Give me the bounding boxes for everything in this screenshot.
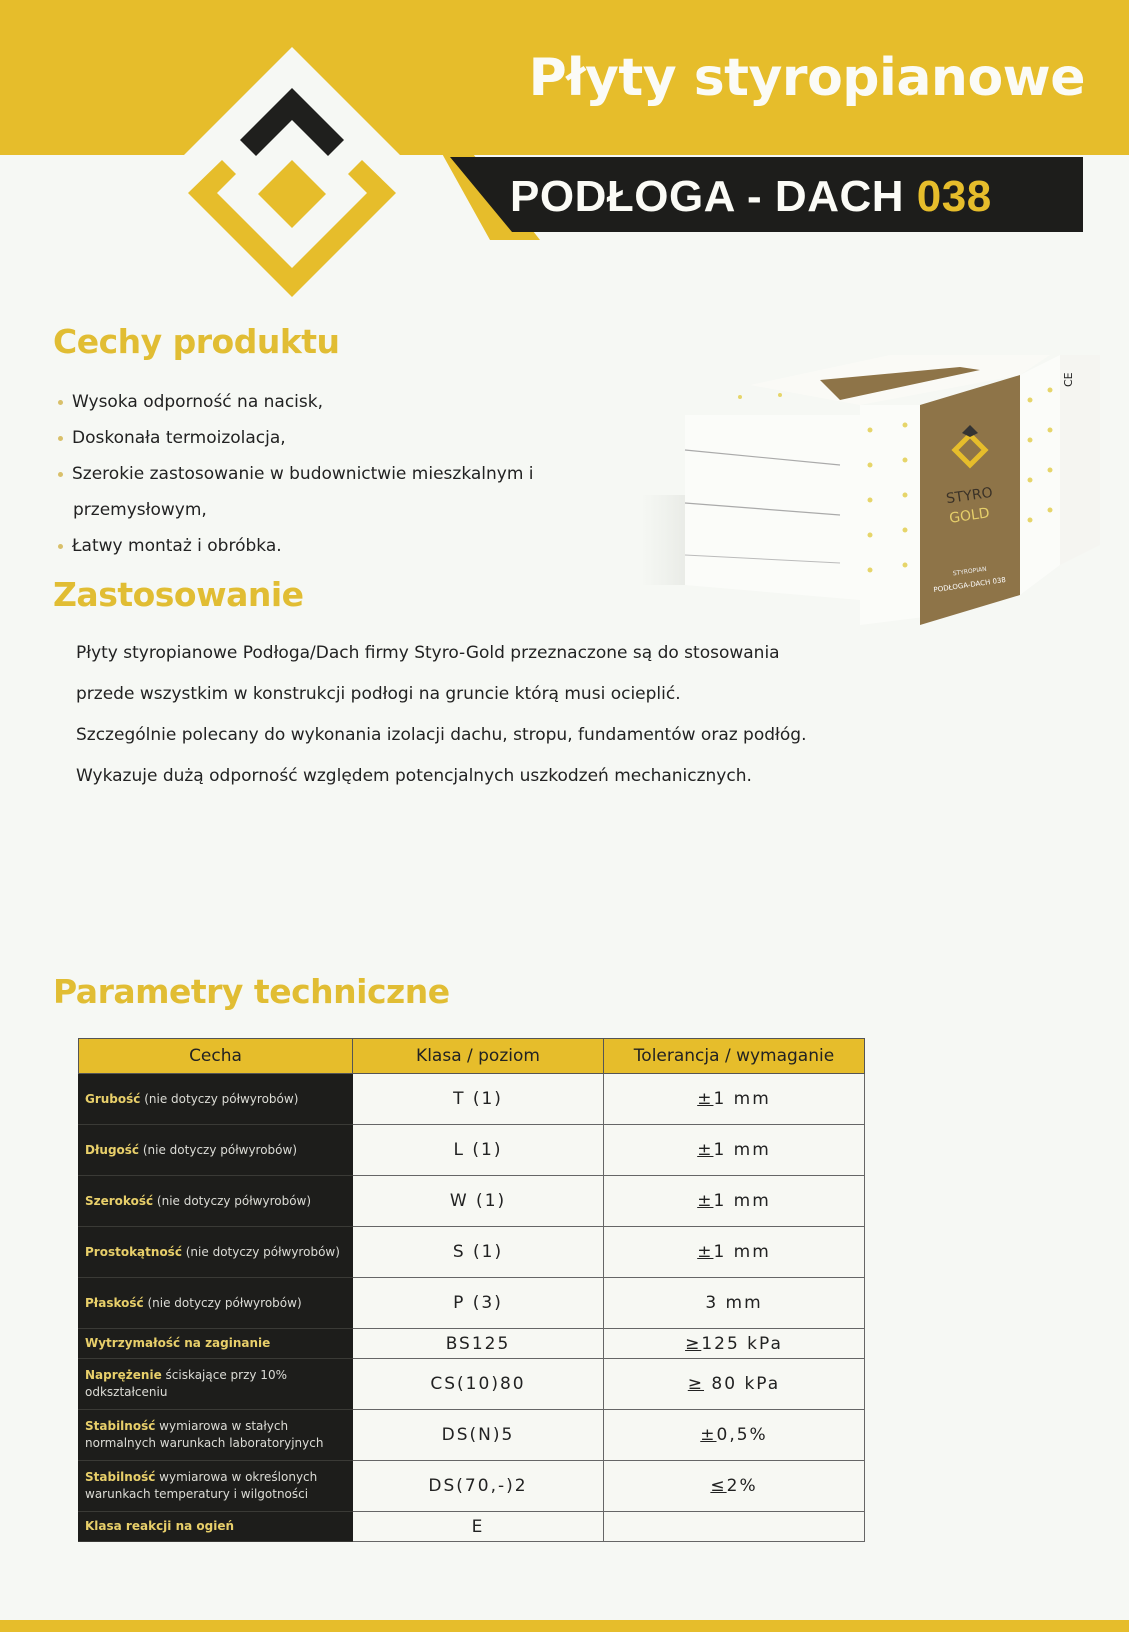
params-table [78,1038,865,1542]
table-row: Klasa reakcji na ogień E [79,1512,865,1542]
table-row: Grubość (nie dotyczy półwyrobów) T (1) ±1 mm [79,1074,865,1125]
table-row: Stabilność wymiarowa w stałych normalnych warunkach laboratoryjnych DS(N)5 ±0,5% [79,1410,865,1461]
main-title: Płyty styropianowe [528,48,1085,108]
bullet-icon [58,436,63,441]
table-row: Stabilność wymiarowa w określonych warunkach temperatury i wilgotności DS(70,-)2 ≤2% [79,1461,865,1512]
column-header-class: Klasa / poziom [353,1039,604,1074]
table-row: Długość (nie dotyczy półwyrobów) L (1) ±1 mm [79,1125,865,1176]
styro-gold-logo-icon [160,40,420,310]
bullet-icon [58,400,63,405]
table-header-row [79,1039,865,1074]
box-brand-bottom: GOLD [948,505,991,527]
bullet-icon [58,472,63,477]
params-heading: Parametry techniczne [53,972,450,1011]
table-row: Naprężenie ściskające przy 10% odkształceniu CS(10)80 ≥ 80 kPa [79,1359,865,1410]
svg-text:PODŁOGA-DACH 038: PODŁOGA-DACH 038 [933,575,1007,595]
footer-band [0,1620,1129,1632]
features-heading: Cechy produktu [53,322,340,361]
box-brand-top: STYRO [945,484,994,508]
column-header-feature: Cecha [79,1039,353,1074]
usage-paragraph: Płyty styropianowe Podłoga/Dach firmy Styro-Gold przeznaczone są do stosowania przede wszystkim w konstrukcji podłogi na gruncie którą musi ocieplić. Szczególnie polecany do wykonania izolacji dachu, stropu, fundamentów oraz podłóg. Wykazuje dużą odporność względem potencjalnych uszkodzeń mechanicznych. [76,643,807,786]
ce-mark: CE [1062,372,1075,387]
table-row: Prostokątność (nie dotyczy półwyrobów) S (1) ±1 mm [79,1227,865,1278]
table-row: Szerokość (nie dotyczy półwyrobów) W (1) ±1 mm [79,1176,865,1227]
product-subtitle [510,166,992,228]
usage-heading: Zastosowanie [53,575,304,614]
list-item: Szerokie zastosowanie w budownictwie mieszkalnym i [56,456,616,492]
table-row: Wytrzymałość na zaginanie BS125 ≥125 kPa [79,1329,865,1359]
features-list [56,384,616,564]
column-header-tolerance: Tolerancja / wymaganie [604,1039,865,1074]
table-row: Płaskość (nie dotyczy półwyrobów) P (3) 3 mm [79,1278,865,1329]
product-package-image [640,325,1110,625]
subtitle-main: PODŁOGA - DACH [510,172,905,221]
list-item: Doskonała termoizolacja, [56,420,616,456]
svg-text:STYROPIAN: STYROPIAN [952,565,988,578]
list-item-continuation: przemysłowym, [73,500,207,520]
bullet-icon [58,544,63,549]
list-item: Wysoka odporność na nacisk, [56,384,616,420]
subtitle-accent: 038 [916,172,992,221]
list-item: Łatwy montaż i obróbka. [56,528,616,564]
